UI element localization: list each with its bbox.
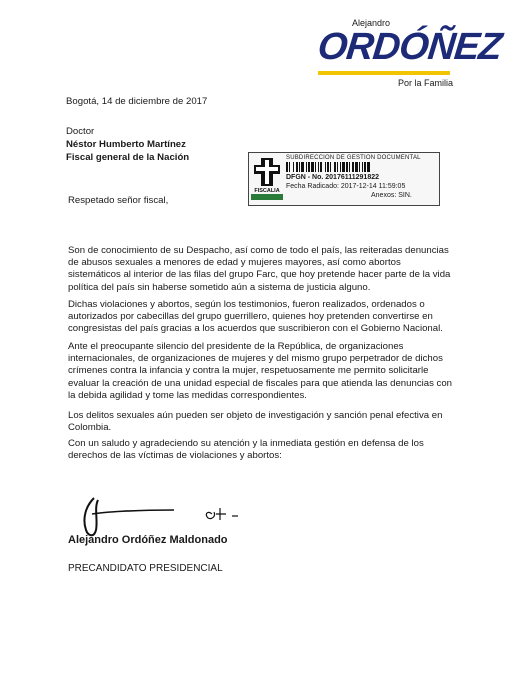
logo-surname: ORDÓÑEZ (315, 26, 504, 68)
paragraph-4: Los delitos sexuales aún pueden ser objeto de investigación y sanción penal efectiva en Colombia. (68, 410, 443, 434)
stamp-radicado: Fecha Radicado: 2017-12-14 11:59:05 (286, 183, 406, 190)
barcode-bar (370, 162, 371, 172)
recipient-role: Fiscal general de la Nación (66, 152, 190, 163)
stamp-number: DFGN - No. 20176111291822 (286, 174, 380, 181)
paragraph-5: Con un saludo y agradeciendo su atención y la inmediata gestión en defensa de los derechos de las víctimas de violaciones y abortos: (68, 438, 424, 462)
greeting: Respetado señor fiscal, (68, 195, 169, 206)
fiscalia-logo-icon (250, 156, 284, 202)
signer-role: PRECANDIDATO PRESIDENCIAL (68, 563, 223, 574)
recipient-name: Néstor Humberto Martínez (66, 139, 186, 150)
paragraph-3: Ante el preocupante silencio del presidente de la República, de organizaciones internacionales, de organizaciones de mujeres y del mismo grupo perpetrador de dichos crímenes contra la infancia y contra la mujer, respetuosamente me permito solicitarle evaluar la creación de una unidad especial de fiscales para que atienda las denuncias con la debida agilidad y tome las medidas correspondientes. (68, 341, 453, 401)
fiscalia-logo-text: FISCALIA (254, 188, 280, 194)
logo-first-name: Alejandro (352, 18, 391, 28)
letter-date: Bogotá, 14 de diciembre de 2017 (66, 96, 208, 107)
signer-name: Alejandro Ordóñez Maldonado (68, 534, 228, 546)
paragraph-2: Dichas violaciones y abortos, según los testimonios, fueron realizados, ordenados o autorizados por cabecillas del grupo guerrillero, quienes hoy pretenden convertirse en congresistas del país gracias a los acuerdos que suscribieron con el Gobierno Nacional. (68, 299, 443, 335)
recipient-title: Doctor (66, 126, 95, 137)
logo-underline (318, 71, 450, 75)
logo-tagline: Por la Familia (398, 78, 454, 88)
paragraph-1: Son de conocimiento de su Despacho, así como de todo el país, las reiteradas denuncias de abusos sexuales a menores de edad y mujeres mayores, así como abortos sistemáticos al interior de las filas del grupo Farc, que hoy pretende hacer parte de la vida política del país sin haberse sometido aún a sistema de justicia alguno. (68, 245, 451, 293)
barcode (286, 162, 438, 172)
stamp-header: SUBDIRECCION DE GESTION DOCUMENTAL (286, 155, 421, 161)
stamp-anexos: Anexos: SIN. (371, 192, 412, 199)
